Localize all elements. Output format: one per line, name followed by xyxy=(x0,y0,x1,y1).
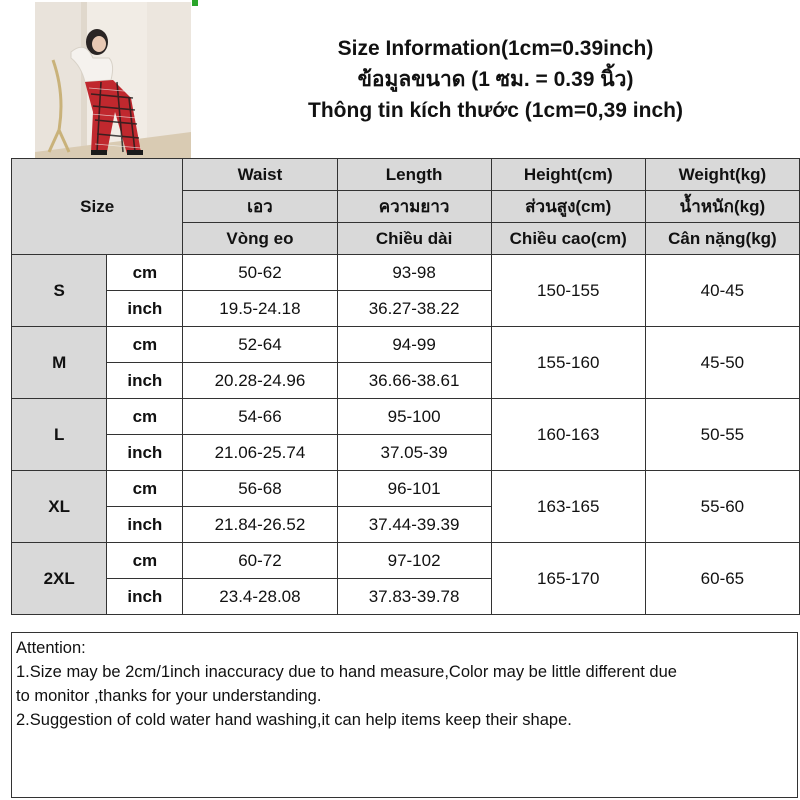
size-label: 2XL xyxy=(12,543,107,615)
waist-inch-cell: 23.4-28.08 xyxy=(183,579,337,615)
waist-inch-cell: 20.28-24.96 xyxy=(183,363,337,399)
col-weight-en: Weight(kg) xyxy=(645,159,799,191)
table-row xyxy=(12,471,800,507)
col-waist-th: เอว xyxy=(183,191,337,223)
title-english: Size Information(1cm=0.39inch) xyxy=(337,36,654,60)
height-cell: 165-170 xyxy=(491,543,645,615)
attention-notes xyxy=(11,632,798,798)
col-length-en: Length xyxy=(337,159,491,191)
col-weight-vi: Cân nặng(kg) xyxy=(645,223,799,255)
title-vietnamese: Thông tin kích thước (1cm=0,39 inch) xyxy=(308,98,683,122)
col-height-en: Height(cm) xyxy=(491,159,645,191)
weight-cell: 50-55 xyxy=(645,399,799,471)
table-row xyxy=(12,543,800,579)
size-label: XL xyxy=(12,471,107,543)
waist-inch-cell: 19.5-24.18 xyxy=(183,291,337,327)
unit-inch: inch xyxy=(107,363,183,399)
unit-inch: inch xyxy=(107,435,183,471)
size-table xyxy=(11,158,800,615)
size-label: L xyxy=(12,399,107,471)
weight-cell: 40-45 xyxy=(645,255,799,327)
length-cm-cell: 95-100 xyxy=(337,399,491,435)
length-cm-cell: 97-102 xyxy=(337,543,491,579)
weight-cell: 60-65 xyxy=(645,543,799,615)
size-label: S xyxy=(12,255,107,327)
length-inch-cell: 36.27-38.22 xyxy=(337,291,491,327)
length-inch-cell: 37.44-39.39 xyxy=(337,507,491,543)
height-cell: 155-160 xyxy=(491,327,645,399)
length-inch-cell: 37.05-39 xyxy=(337,435,491,471)
waist-cm-cell: 50-62 xyxy=(183,255,337,291)
length-cm-cell: 93-98 xyxy=(337,255,491,291)
col-height-vi: Chiều cao(cm) xyxy=(491,223,645,255)
waist-cm-cell: 54-66 xyxy=(183,399,337,435)
size-column-header: Size xyxy=(12,159,183,255)
length-cm-cell: 96-101 xyxy=(337,471,491,507)
weight-cell: 55-60 xyxy=(645,471,799,543)
model-photo-illustration xyxy=(35,2,191,158)
attention-line: to monitor ,thanks for your understanding. xyxy=(16,687,322,705)
size-label: M xyxy=(12,327,107,399)
unit-cm: cm xyxy=(107,399,183,435)
length-inch-cell: 36.66-38.61 xyxy=(337,363,491,399)
col-length-th: ความยาว xyxy=(337,191,491,223)
table-row xyxy=(12,327,800,363)
unit-cm: cm xyxy=(107,471,183,507)
col-waist-en: Waist xyxy=(183,159,337,191)
waist-inch-cell: 21.06-25.74 xyxy=(183,435,337,471)
waist-cm-cell: 52-64 xyxy=(183,327,337,363)
length-inch-cell: 37.83-39.78 xyxy=(337,579,491,615)
table-row xyxy=(12,255,800,291)
height-cell: 163-165 xyxy=(491,471,645,543)
unit-inch: inch xyxy=(107,507,183,543)
col-weight-th: น้ำหนัก(kg) xyxy=(645,191,799,223)
attention-line: 2.Suggestion of cold water hand washing,it can help items keep their shape. xyxy=(16,711,572,729)
attention-line: 1.Size may be 2cm/1inch inaccuracy due to hand measure,Color may be little different due xyxy=(16,663,677,681)
table-row xyxy=(12,399,800,435)
unit-inch: inch xyxy=(107,291,183,327)
product-photo xyxy=(35,2,191,158)
unit-cm: cm xyxy=(107,543,183,579)
length-cm-cell: 94-99 xyxy=(337,327,491,363)
unit-cm: cm xyxy=(107,255,183,291)
size-chart-page xyxy=(11,0,800,800)
waist-inch-cell: 21.84-26.52 xyxy=(183,507,337,543)
size-info-title xyxy=(191,0,800,158)
waist-cm-cell: 56-68 xyxy=(183,471,337,507)
height-cell: 150-155 xyxy=(491,255,645,327)
unit-cm: cm xyxy=(107,327,183,363)
weight-cell: 45-50 xyxy=(645,327,799,399)
col-height-th: ส่วนสูง(cm) xyxy=(491,191,645,223)
col-waist-vi: Vòng eo xyxy=(183,223,337,255)
col-length-vi: Chiều dài xyxy=(337,223,491,255)
unit-inch: inch xyxy=(107,579,183,615)
title-thai: ข้อมูลขนาด (1 ซม. = 0.39 นิ้ว) xyxy=(357,67,634,91)
height-cell: 160-163 xyxy=(491,399,645,471)
waist-cm-cell: 60-72 xyxy=(183,543,337,579)
attention-heading: Attention: xyxy=(16,639,86,657)
